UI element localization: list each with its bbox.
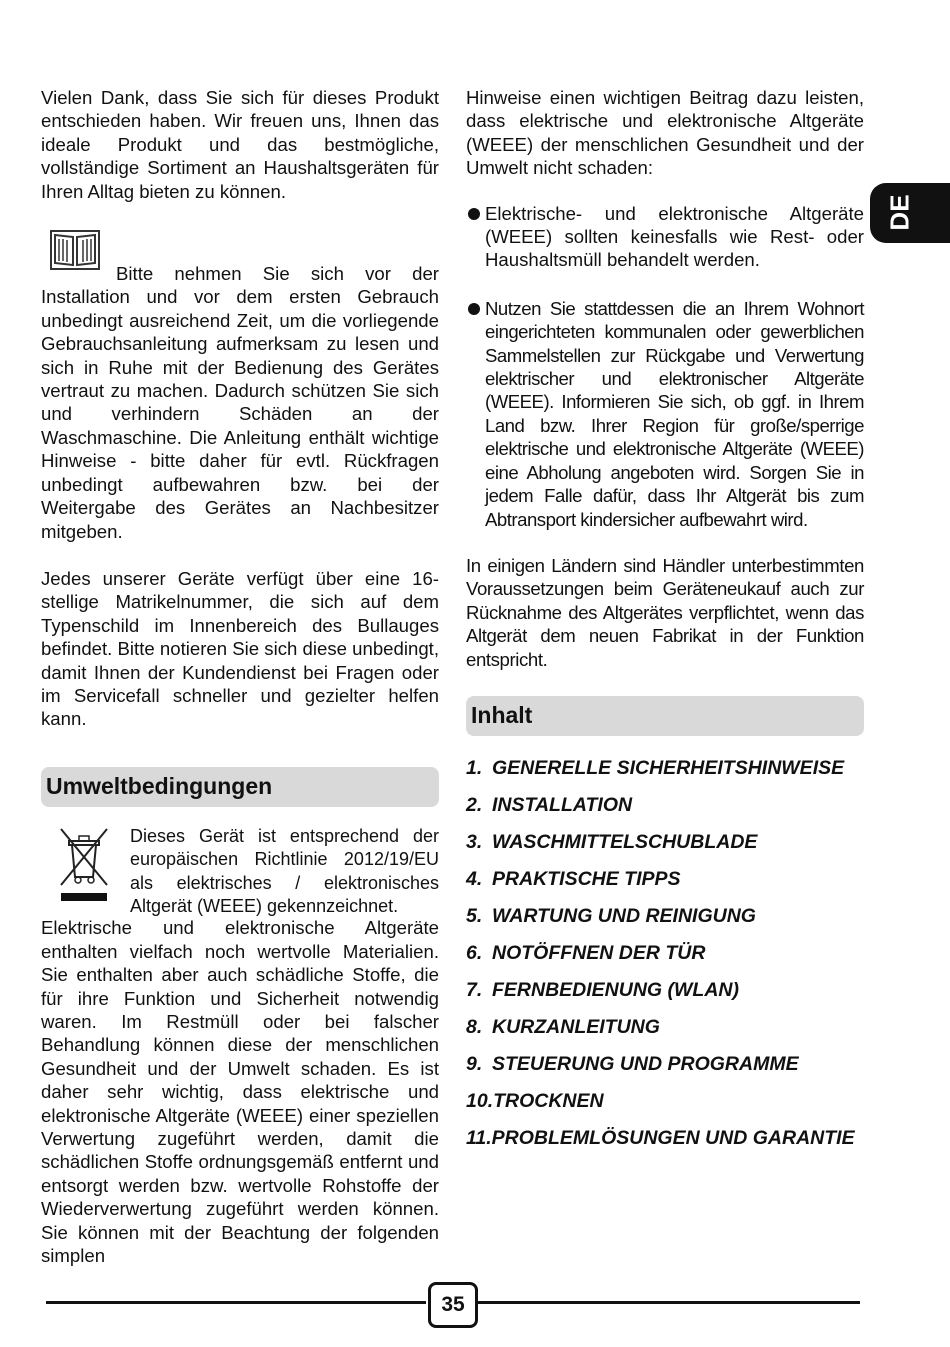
weee-label: Dieses Gerät ist entsprechend der europäischen Richtlinie 2012/19/EU als elektrisches / elektronisches Altgerät (WEEE) gekennzeichnet. xyxy=(130,825,439,916)
toc-item[interactable]: 11.PROBLEMLÖSUNGEN UND GARANTIE xyxy=(466,1126,855,1149)
weee-body: Elektrische und elektronische Altgeräte enthalten vielfach noch wertvolle Materialien. Sie enthalten aber auch schädliche Stoffe, die für ihre Funktion und Sicherheit notwendig waren. Im Restmüll oder bei falscher Behandlung können diese der menschlichen Gesundheit und der Umwelt schaden. Es ist daher sehr wichtig, dass elektrische und elektronische Altgeräte (WEEE) einer speziellen Verwertung zugeführt werden, damit die schädlichen Stoffe ordnungsgemäß entfernt und entsorgt werden bzw. wertvolle Rohstoffe der Wiederverwertung zugeführt werden können. Sie können mit der Beachtung der folgenden simplen xyxy=(41,917,439,1267)
continued-paragraph: Hinweise einen wichtigen Beitrag dazu leisten, dass elektrische und elektronische Altgeräte (WEEE) der menschlichen Gesundheit und der Umwelt nicht schaden: xyxy=(466,87,864,179)
bullet-dot-icon xyxy=(468,208,480,220)
bullet-item xyxy=(466,202,864,272)
manual-note-paragraph: Bitte nehmen Sie sich vor der Installation und vor dem ersten Gebrauch unbedingt ausreichend Zeit, um die vorliegende Gebrauchsanleitung aufmerksam zu lesen und sich in Ruhe mit der Bedienung des Gerätes vertraut zu machen. Dadurch schützen Sie sich und verhindern Schäden an der Waschmaschine. Die Anleitung enthält wichtige Hinweise - bitte daher für evtl. Rückfragen unbedingt aufbewahren bzw. bei der Weitergabe des Gerätes an Nachbesitzer mitgeben. xyxy=(41,263,439,542)
dealer-note-paragraph: In einigen Ländern sind Händler unterbestimmten Voraussetzungen beim Geräteneukauf auch zur Rücknahme des Altgerätes verpflichtet, wenn das Altgerät dem neuen Fabrikat in der Funktion entspricht. xyxy=(466,554,864,670)
book-icon xyxy=(49,229,101,273)
weee-block xyxy=(41,825,439,919)
table-of-contents xyxy=(466,750,864,1157)
toc-item[interactable]: 1. GENERELLE SICHERHEITSHINWEISE xyxy=(466,756,845,779)
language-code: DE xyxy=(884,194,915,231)
toc-item[interactable]: 6. NOTÖFFNEN DER TÜR xyxy=(466,941,706,964)
toc-item[interactable]: 10.TROCKNEN xyxy=(466,1089,604,1112)
toc-item[interactable]: 8. KURZANLEITUNG xyxy=(466,1015,660,1038)
toc-heading: Inhalt xyxy=(466,696,864,736)
footer-rule-left xyxy=(46,1301,426,1304)
left-column xyxy=(41,86,439,1267)
env-heading: Umweltbedingungen xyxy=(41,767,439,807)
bullet-text: Elektrische- und elektronische Altgeräte (WEEE) sollten keinesfalls wie Rest- oder Haushaltsmüll behandelt werden. xyxy=(485,202,864,271)
toc-item[interactable]: 7. FERNBEDIENUNG (WLAN) xyxy=(466,978,739,1001)
bullet-item xyxy=(466,297,864,531)
intro-paragraph: Vielen Dank, dass Sie sich für dieses Produkt entschieden haben. Wir freuen uns, Ihnen das ideale Produkt und das bestmögliche, vollständige Sortiment an Haushaltsgeräten für Ihren Alltag bieten zu können. xyxy=(41,87,439,202)
toc-item[interactable]: 4. PRAKTISCHE TIPPS xyxy=(466,867,681,890)
toc-item[interactable]: 2. INSTALLATION xyxy=(466,793,633,816)
footer-rule-right xyxy=(476,1301,860,1304)
page-number: 35 xyxy=(428,1282,478,1328)
bullet-dot-icon xyxy=(468,303,480,315)
bullet-text: Nutzen Sie stattdessen die an Ihrem Wohnort eingerichteten kommunalen oder gewerblichen Sammelstellen zur Rückgabe und Verwertung elektrischer und elektronischer Altgeräte (WEEE). Informieren Sie sich, ob ggf. in Ihrem Land bzw. Ihrer Region für große/sperrige elektrische und elektronische Altgeräte (WEEE) eine Abholung angeboten wird. Sorgen Sie in jedem Falle dafür, dass Ihr Altgerät bis zum Abtransport kindersicher aufbewahrt wird. xyxy=(485,297,864,530)
crossed-bin-icon xyxy=(55,825,113,905)
right-column xyxy=(466,86,864,1157)
manual-note-block xyxy=(41,227,439,543)
serial-note-paragraph: Jedes unserer Geräte verfügt über eine 16-stellige Matrikelnummer, die sich auf dem Typenschild im Innenbereich des Bullauges befindet. Bitte notieren Sie sich diese unbedingt, damit Ihnen der Kundendienst bei Fragen oder im Servicefall schneller und gezielter helfen kann. xyxy=(41,567,439,730)
toc-item[interactable]: 3. WASCHMITTELSCHUBLADE xyxy=(466,830,758,853)
toc-item[interactable]: 9. STEUERUNG UND PROGRAMME xyxy=(466,1052,799,1075)
toc-item[interactable]: 5. WARTUNG UND REINIGUNG xyxy=(466,904,756,927)
language-tab xyxy=(870,183,950,243)
